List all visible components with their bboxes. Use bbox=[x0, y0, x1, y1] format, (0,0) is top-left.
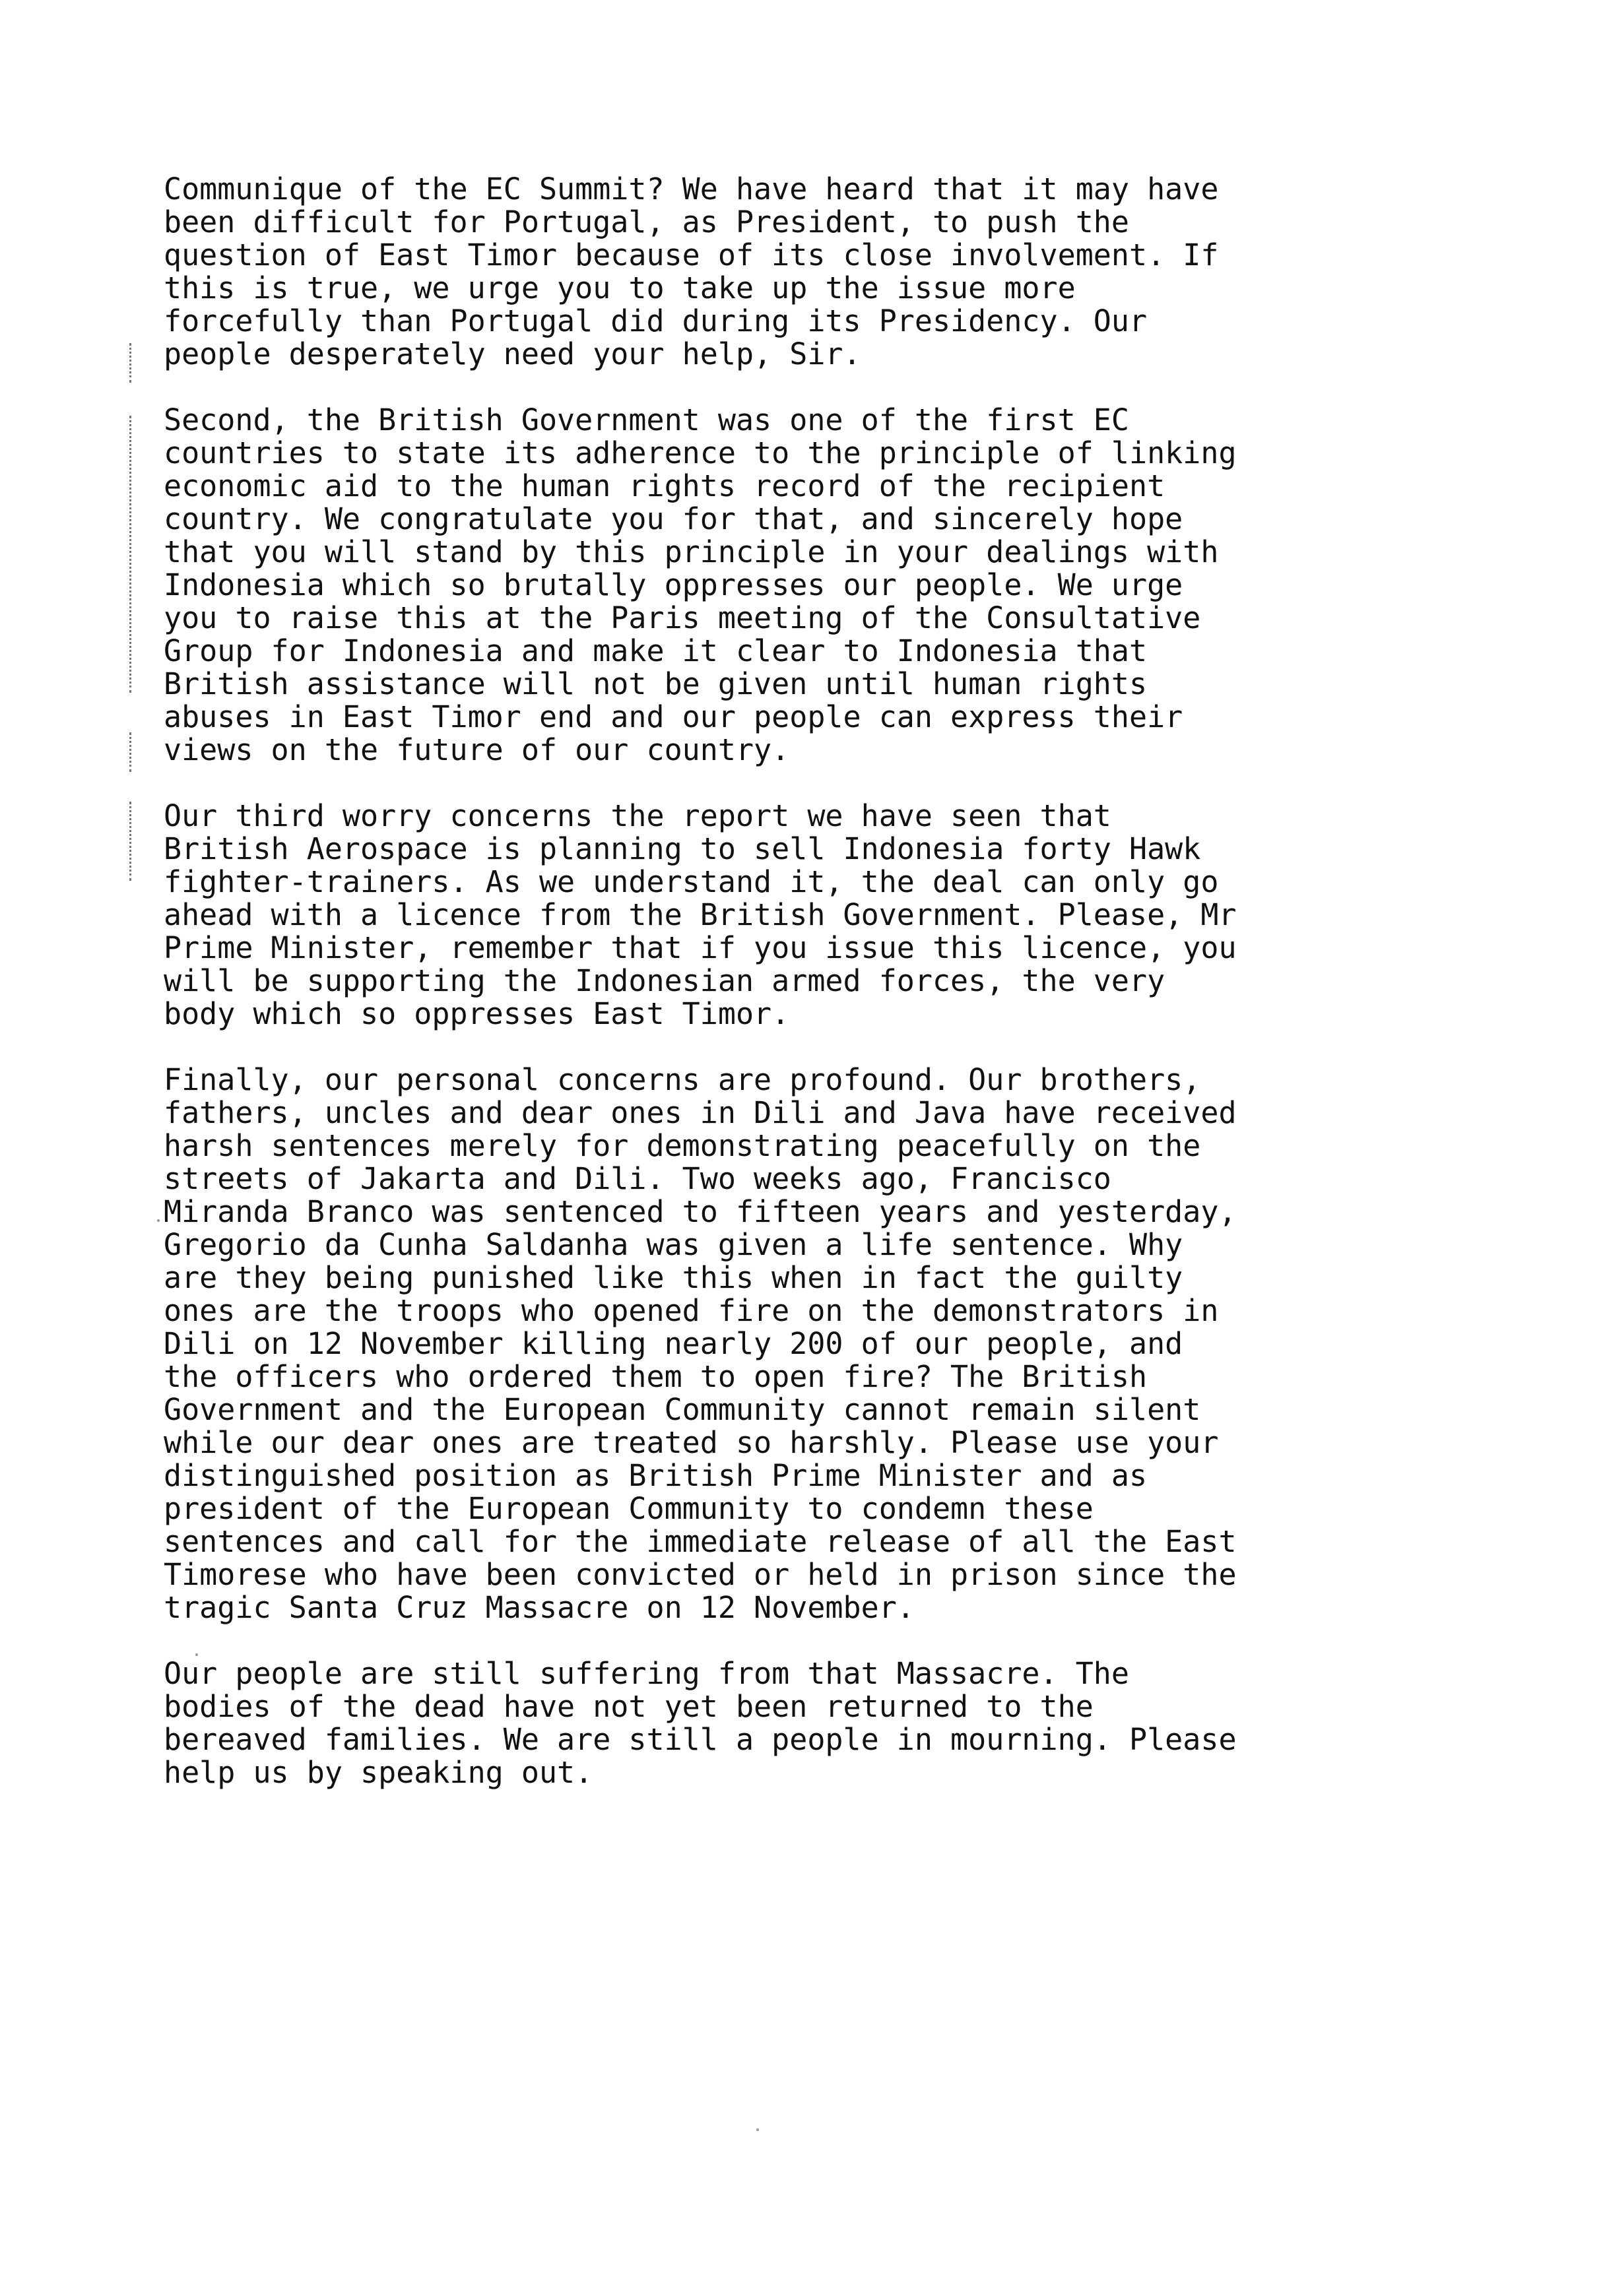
text-line: bodies of the dead have not yet been returned to the bbox=[164, 1689, 1094, 1724]
text-line: are they being punished like this when in fact the guilty bbox=[164, 1260, 1183, 1295]
text-line: the officers who ordered them to open fire? The British bbox=[164, 1359, 1148, 1394]
paragraph-economic-aid bbox=[164, 404, 1576, 767]
text-line: countries to state its adherence to the principle of linking bbox=[164, 435, 1237, 470]
scan-speck bbox=[756, 2128, 759, 2131]
text-line: streets of Jakarta and Dili. Two weeks ago, Francisco bbox=[164, 1161, 1111, 1196]
text-line: abuses in East Timor end and our people can express their bbox=[164, 699, 1183, 734]
text-line: president of the European Community to condemn these bbox=[164, 1491, 1094, 1526]
text-line: fighter-trainers. As we understand it, the deal can only go bbox=[164, 864, 1219, 899]
scan-margin-mark bbox=[129, 732, 143, 772]
text-line: Communique of the EC Summit? We have heard that it may have bbox=[164, 172, 1219, 207]
text-line: harsh sentences merely for demonstrating peacefully on the bbox=[164, 1128, 1201, 1163]
text-line: Our people are still suffering from that Massacre. The bbox=[164, 1656, 1129, 1691]
paragraph-hawk-aircraft bbox=[164, 800, 1576, 1031]
paragraph-ec-summit bbox=[164, 173, 1576, 371]
text-line: help us by speaking out. bbox=[164, 1755, 593, 1790]
text-line: ones are the troops who opened fire on the demonstrators in bbox=[164, 1293, 1219, 1328]
text-line: been difficult for Portugal, as President, to push the bbox=[164, 205, 1129, 239]
text-line: Prime Minister, remember that if you issue this licence, you bbox=[164, 930, 1237, 965]
text-line: you to raise this at the Paris meeting of the Consultative bbox=[164, 600, 1201, 635]
text-line: people desperately need your help, Sir. bbox=[164, 336, 861, 371]
text-line: Dili on 12 November killing nearly 200 of our people, and bbox=[164, 1326, 1183, 1361]
paragraph-personal-concerns bbox=[164, 1064, 1576, 1624]
text-line: that you will stand by this principle in your dealings with bbox=[164, 534, 1219, 569]
text-line: views on the future of our country. bbox=[164, 732, 790, 767]
scan-margin-mark bbox=[129, 416, 143, 693]
paragraph-closing bbox=[164, 1657, 1576, 1789]
text-line: Timorese who have been convicted or held in prison since the bbox=[164, 1557, 1237, 1592]
text-line: distinguished position as British Prime Minister and as bbox=[164, 1458, 1148, 1493]
text-line: Gregorio da Cunha Saldanha was given a life sentence. Why bbox=[164, 1227, 1183, 1262]
scan-margin-mark bbox=[129, 343, 143, 383]
text-line: Our third worry concerns the report we have seen that bbox=[164, 798, 1111, 833]
text-line: economic aid to the human rights record of the recipient bbox=[164, 468, 1165, 503]
text-line: while our dear ones are treated so harshly. Please use your bbox=[164, 1425, 1219, 1460]
text-line: Second, the British Government was one of the first EC bbox=[164, 402, 1129, 437]
text-line: Group for Indonesia and make it clear to Indonesia that bbox=[164, 633, 1148, 668]
text-line: question of East Timor because of its close involvement. If bbox=[164, 238, 1219, 272]
text-line: British Aerospace is planning to sell Indonesia forty Hawk bbox=[164, 831, 1201, 866]
text-line: Miranda Branco was sentenced to fifteen years and yesterday, bbox=[164, 1194, 1237, 1229]
text-line: Government and the European Community cannot remain silent bbox=[164, 1392, 1201, 1427]
text-line: sentences and call for the immediate release of all the East bbox=[164, 1524, 1237, 1559]
letter-body bbox=[164, 173, 1576, 1822]
text-line: will be supporting the Indonesian armed forces, the very bbox=[164, 963, 1165, 998]
text-line: bereaved families. We are still a people in mourning. Please bbox=[164, 1722, 1237, 1757]
text-line: this is true, we urge you to take up the issue more bbox=[164, 271, 1076, 305]
text-line: fathers, uncles and dear ones in Dili and Java have received bbox=[164, 1095, 1237, 1130]
text-line: forcefully than Portugal did during its Presidency. Our bbox=[164, 303, 1148, 338]
text-line: Indonesia which so brutally oppresses our people. We urge bbox=[164, 567, 1183, 602]
scan-speck bbox=[157, 1219, 160, 1222]
text-line: ahead with a licence from the British Government. Please, Mr bbox=[164, 897, 1237, 932]
text-line: Finally, our personal concerns are profound. Our brothers, bbox=[164, 1062, 1201, 1097]
text-line: tragic Santa Cruz Massacre on 12 November. bbox=[164, 1590, 915, 1625]
scan-speck bbox=[195, 1653, 198, 1656]
scan-margin-mark bbox=[129, 802, 143, 881]
text-line: British assistance will not be given until human rights bbox=[164, 666, 1148, 701]
text-line: body which so oppresses East Timor. bbox=[164, 996, 790, 1031]
text-line: country. We congratulate you for that, and sincerely hope bbox=[164, 501, 1183, 536]
